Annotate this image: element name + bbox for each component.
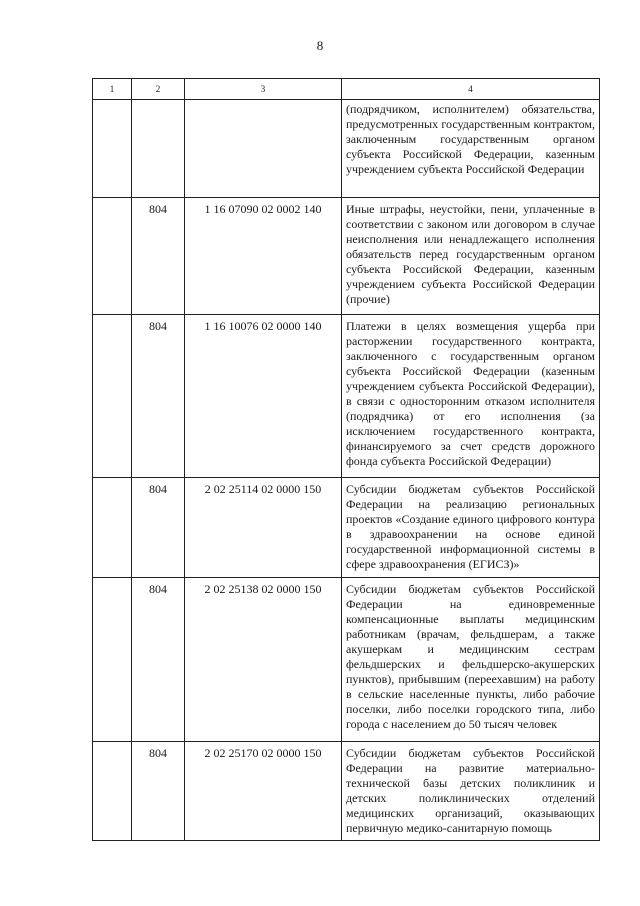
table-row	[93, 742, 600, 841]
cell-description: (подрядчиком, исполнителем) обязательства, предусмотренных государственным контрактом, заключенным государственным органом субъекта Российской Федерации, казенным учреждением субъекта Российской Федерации	[342, 100, 600, 198]
cell-admin-code: 804	[132, 315, 185, 478]
cell-col-1	[93, 742, 132, 841]
cell-description: Субсидии бюджетам субъектов Российской Федерации на развитие материально-технической базы детских поликлиник и детских поликлинических отделений медицинских организаций, оказывающих первичную медико-санитарную помощь	[342, 742, 600, 841]
cell-col-1	[93, 315, 132, 478]
table-row	[93, 198, 600, 315]
cell-admin-code: 804	[132, 478, 185, 578]
cell-admin-code	[132, 100, 185, 198]
page-number: 8	[316, 38, 324, 53]
cell-budget-code: 1 16 10076 02 0000 140	[185, 315, 342, 478]
table-row	[93, 578, 600, 742]
budget-codes-table	[92, 78, 600, 841]
cell-description: Иные штрафы, неустойки, пени, уплаченные в соответствии с законом или договором в случае неисполнения или ненадлежащего исполнения обязательств перед государственным органом субъекта Российской Федерации, казенным учреждением субъекта Российской Федерации (прочие)	[342, 198, 600, 315]
cell-budget-code	[185, 100, 342, 198]
header-col-3: 3	[185, 79, 342, 100]
cell-description: Платежи в целях возмещения ущерба при расторжении государственного контракта, заключенного с государственным органом субъекта Российской Федерации (казенным учреждением субъекта Российской Федерации), в связи с односторонним отказом исполнителя (подрядчика) от его исполнения (за исключением государственного контракта, финансируемого за счет средств дорожного фонда субъекта Российской Федерации)	[342, 315, 600, 478]
cell-description: Субсидии бюджетам субъектов Российской Федерации на реализацию региональных проектов «Создание единого цифрового контура в здравоохранении на основе единой государственной информационной системы в сфере здравоохранения (ЕГИСЗ)»	[342, 478, 600, 578]
cell-admin-code: 804	[132, 198, 185, 315]
table-row	[93, 100, 600, 198]
cell-col-1	[93, 478, 132, 578]
cell-col-1	[93, 578, 132, 742]
cell-budget-code: 1 16 07090 02 0002 140	[185, 198, 342, 315]
cell-budget-code: 2 02 25138 02 0000 150	[185, 578, 342, 742]
table-header-row	[93, 79, 600, 100]
header-col-2: 2	[132, 79, 185, 100]
table-row	[93, 478, 600, 578]
cell-admin-code: 804	[132, 578, 185, 742]
table-row	[93, 315, 600, 478]
cell-col-1	[93, 198, 132, 315]
cell-budget-code: 2 02 25170 02 0000 150	[185, 742, 342, 841]
cell-admin-code: 804	[132, 742, 185, 841]
header-col-1: 1	[93, 79, 132, 100]
cell-col-1	[93, 100, 132, 198]
header-col-4: 4	[342, 79, 600, 100]
cell-budget-code: 2 02 25114 02 0000 150	[185, 478, 342, 578]
cell-description: Субсидии бюджетам субъектов Российской Федерации на единовременные компенсационные выплаты медицинским работникам (врачам, фельдшерам, а также акушеркам и медицинским сестрам фельдшерских и фельдшерско-акушерских пунктов), прибывшим (переехавшим) на работу в сельские населенные пункты, либо рабочие поселки, либо поселки городского типа, либо города с населением до 50 тысяч человек	[342, 578, 600, 742]
